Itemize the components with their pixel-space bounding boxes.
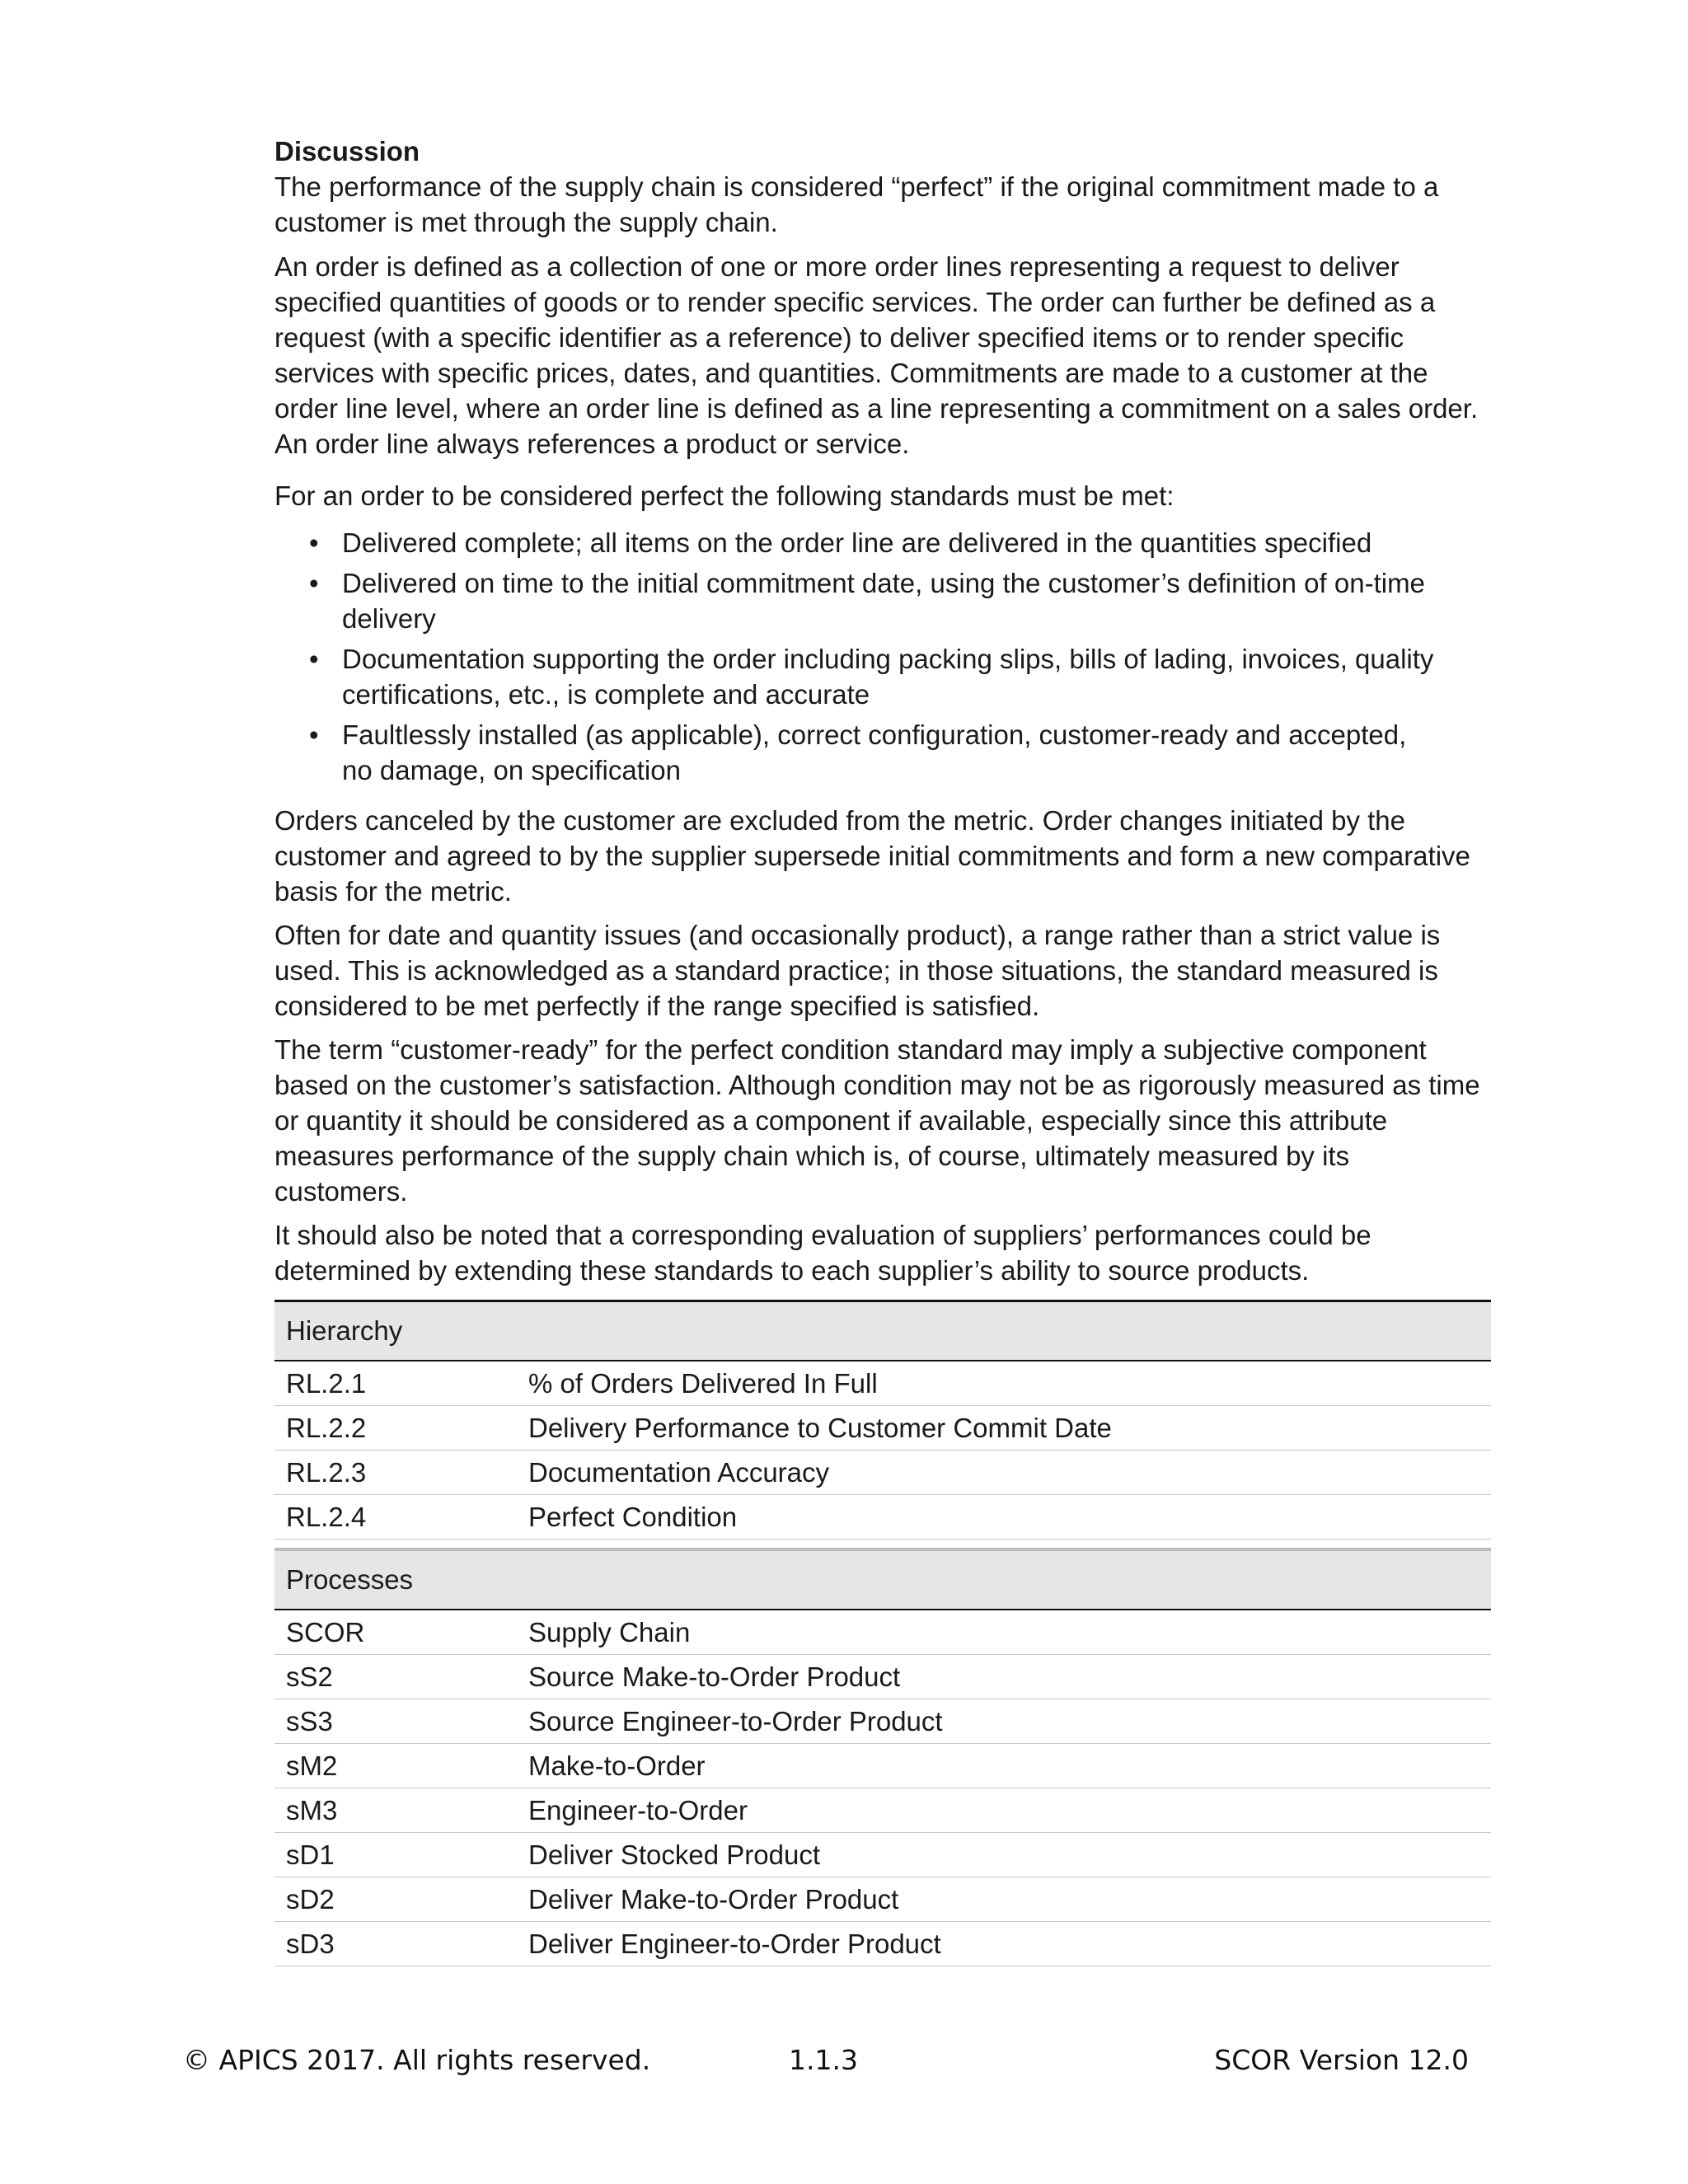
table-row (274, 1655, 1491, 1699)
list-item-text: Faultlessly installed (as applicable), correct configuration, customer-ready and accepted, no damage, on specification (342, 719, 1407, 785)
table-row (274, 1877, 1491, 1922)
section-divider (274, 1540, 1491, 1550)
processes-header (274, 1549, 1491, 1610)
metric-table (274, 1300, 1491, 1966)
row-name: Perfect Condition (517, 1495, 1491, 1540)
row-name: Make-to-Order (517, 1744, 1491, 1788)
row-code: sS3 (274, 1699, 517, 1744)
table-row (274, 1361, 1491, 1406)
list-item (274, 641, 1438, 712)
section-heading: Discussion (274, 136, 420, 166)
row-code: sD1 (274, 1833, 517, 1877)
row-name: Engineer-to-Order (517, 1788, 1491, 1833)
row-name: Source Make-to-Order Product (517, 1655, 1491, 1699)
bullet-icon: • (309, 568, 319, 598)
table-row (274, 1833, 1491, 1877)
row-name: Deliver Make-to-Order Product (517, 1877, 1491, 1922)
page-number: 1.1.3 (789, 2044, 858, 2076)
row-name: % of Orders Delivered In Full (517, 1361, 1491, 1406)
row-code: SCOR (274, 1610, 517, 1655)
table-row (274, 1788, 1491, 1833)
page-footer (183, 2044, 1469, 2080)
list-item-text: Documentation supporting the order including packing slips, bills of lading, invoices, quality certifications, etc., is complete and accurate (342, 644, 1434, 710)
list-item-text: Delivered complete; all items on the order line are delivered in the quantities specified (342, 527, 1372, 558)
row-code: RL.2.2 (274, 1406, 517, 1451)
row-name: Supply Chain (517, 1610, 1491, 1655)
row-code: sD3 (274, 1922, 517, 1966)
row-name: Deliver Stocked Product (517, 1833, 1491, 1877)
list-item (274, 717, 1438, 788)
row-name: Source Engineer-to-Order Product (517, 1699, 1491, 1744)
row-name: Documentation Accuracy (517, 1451, 1491, 1495)
hierarchy-label: Hierarchy (274, 1301, 1491, 1361)
row-code: RL.2.4 (274, 1495, 517, 1540)
table-row (274, 1922, 1491, 1966)
table-row (274, 1744, 1491, 1788)
table-row (274, 1699, 1491, 1744)
table-row (274, 1495, 1491, 1540)
copyright-text: © APICS 2017. All rights reserved. (183, 2044, 651, 2076)
bullet-icon: • (309, 527, 319, 558)
list-item (274, 565, 1438, 636)
processes-label: Processes (274, 1549, 1491, 1610)
row-code: sM2 (274, 1744, 517, 1788)
table-row (274, 1406, 1491, 1451)
bullet-icon: • (309, 644, 319, 674)
paragraph: It should also be noted that a corresponding evaluation of suppliers’ performances could be determined by extending these standards to each supplier’s ability to source products. (274, 1220, 1372, 1286)
paragraph: An order is defined as a collection of one or more order lines representing a request to deliver specified quantities of goods or to render specific services. The order can further be defined as a request (with a specific identifier as a reference) to deliver specified items or to render specific services with specific prices, dates, and quantities. Commitments are made to a customer at the order line level, where an order line is defined as a line representing a commitment on a sales order. An order line always references a product or service. (274, 251, 1479, 459)
paragraph: The term “customer-ready” for the perfect condition standard may imply a subjective component based on the customer’s satisfaction. Although condition may not be as rigorously measured as time or quantity it should be considered as a component if available, especially since this attribute measures performance of the supply chain which is, of course, ultimately measured by its customers. (274, 1034, 1480, 1207)
paragraph: For an order to be considered perfect the following standards must be met: (274, 480, 1175, 511)
paragraph: Often for date and quantity issues (and occasionally product), a range rather than a strict value is used. This is acknowledged as a standard practice; in those situations, the standard measured is considered to be met perfectly if the range specified is satisfied. (274, 920, 1441, 1021)
list-item (274, 525, 1438, 560)
row-code: sD2 (274, 1877, 517, 1922)
standards-list (274, 525, 1486, 788)
list-item-text: Delivered on time to the initial commitment date, using the customer’s definition of on-time delivery (342, 568, 1425, 634)
hierarchy-header (274, 1301, 1491, 1361)
row-code: RL.2.1 (274, 1361, 517, 1406)
row-name: Deliver Engineer-to-Order Product (517, 1922, 1491, 1966)
version-text: SCOR Version 12.0 (1214, 2044, 1469, 2076)
table-row (274, 1610, 1491, 1655)
row-code: sM3 (274, 1788, 517, 1833)
table-row (274, 1451, 1491, 1495)
row-code: sS2 (274, 1655, 517, 1699)
paragraph: Orders canceled by the customer are excluded from the metric. Order changes initiated by the customer and agreed to by the supplier supersede initial commitments and form a new comparative basis for the metric. (274, 805, 1470, 907)
row-name: Delivery Performance to Customer Commit Date (517, 1406, 1491, 1451)
bullet-icon: • (309, 719, 319, 750)
row-code: RL.2.3 (274, 1451, 517, 1495)
paragraph: The performance of the supply chain is considered “perfect” if the original commitment made to a customer is met through the supply chain. (274, 171, 1439, 237)
document-body (274, 134, 1486, 1966)
